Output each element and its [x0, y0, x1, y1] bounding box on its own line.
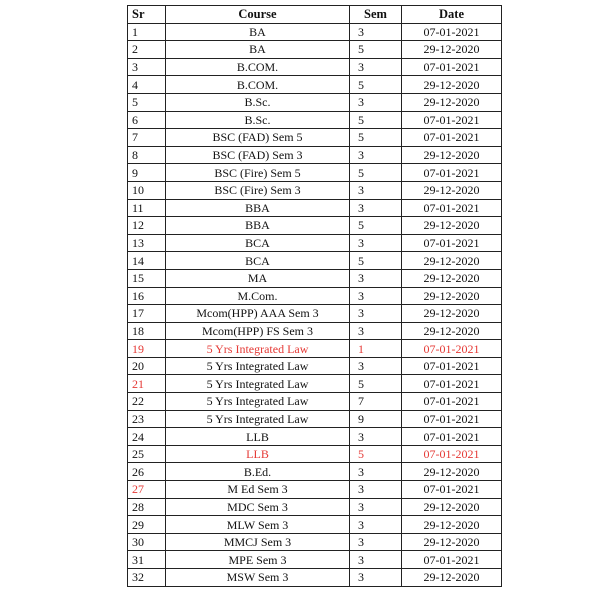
- cell-course: BSC (FAD) Sem 5: [166, 129, 350, 147]
- cell-sem: 3: [350, 287, 402, 305]
- table-row: [128, 305, 502, 323]
- cell-date: 07-01-2021: [402, 551, 502, 569]
- cell-sem: 5: [350, 164, 402, 182]
- cell-date: 07-01-2021: [402, 393, 502, 411]
- cell-date: 29-12-2020: [402, 217, 502, 235]
- cell-sr: 25: [128, 445, 166, 463]
- cell-sr: 27: [128, 481, 166, 499]
- table-row: [128, 234, 502, 252]
- cell-course: BA: [166, 23, 350, 41]
- cell-sem: 3: [350, 481, 402, 499]
- cell-date: 07-01-2021: [402, 164, 502, 182]
- exam-schedule-table: [127, 5, 502, 587]
- cell-date: 29-12-2020: [402, 305, 502, 323]
- cell-sr: 13: [128, 234, 166, 252]
- cell-sr: 16: [128, 287, 166, 305]
- table-header-row: [128, 6, 502, 24]
- cell-sr: 11: [128, 199, 166, 217]
- cell-sr: 10: [128, 181, 166, 199]
- cell-date: 07-01-2021: [402, 445, 502, 463]
- header-course: Course: [166, 6, 350, 24]
- cell-sr: 21: [128, 375, 166, 393]
- cell-sr: 26: [128, 463, 166, 481]
- cell-sem: 1: [350, 340, 402, 358]
- cell-course: MPE Sem 3: [166, 551, 350, 569]
- cell-course: BSC (FAD) Sem 3: [166, 146, 350, 164]
- cell-course: B.Sc.: [166, 93, 350, 111]
- cell-date: 29-12-2020: [402, 93, 502, 111]
- table-row: [128, 217, 502, 235]
- cell-date: 29-12-2020: [402, 41, 502, 59]
- cell-date: 29-12-2020: [402, 516, 502, 534]
- cell-date: 07-01-2021: [402, 428, 502, 446]
- cell-date: 07-01-2021: [402, 375, 502, 393]
- cell-sr: 18: [128, 322, 166, 340]
- table-row: [128, 93, 502, 111]
- table-row: [128, 410, 502, 428]
- cell-sr: 17: [128, 305, 166, 323]
- cell-course: B.COM.: [166, 58, 350, 76]
- cell-sr: 30: [128, 533, 166, 551]
- table-row: [128, 164, 502, 182]
- table-body: [128, 23, 502, 586]
- cell-date: 29-12-2020: [402, 463, 502, 481]
- table-row: [128, 76, 502, 94]
- cell-date: 07-01-2021: [402, 481, 502, 499]
- cell-course: M.Com.: [166, 287, 350, 305]
- table-row: [128, 481, 502, 499]
- table-row: [128, 146, 502, 164]
- cell-sr: 19: [128, 340, 166, 358]
- table-row: [128, 23, 502, 41]
- cell-sr: 15: [128, 269, 166, 287]
- table-row: [128, 129, 502, 147]
- cell-course: M Ed Sem 3: [166, 481, 350, 499]
- cell-course: BCA: [166, 252, 350, 270]
- table-row: [128, 393, 502, 411]
- cell-sem: 3: [350, 569, 402, 587]
- table-row: [128, 463, 502, 481]
- cell-course: BSC (Fire) Sem 5: [166, 164, 350, 182]
- cell-sem: 5: [350, 252, 402, 270]
- cell-sr: 32: [128, 569, 166, 587]
- cell-sem: 3: [350, 516, 402, 534]
- table-row: [128, 498, 502, 516]
- cell-course: LLB: [166, 428, 350, 446]
- cell-date: 29-12-2020: [402, 287, 502, 305]
- cell-course: Mcom(HPP) AAA Sem 3: [166, 305, 350, 323]
- cell-course: BSC (Fire) Sem 3: [166, 181, 350, 199]
- cell-sem: 9: [350, 410, 402, 428]
- cell-course: Mcom(HPP) FS Sem 3: [166, 322, 350, 340]
- table-row: [128, 58, 502, 76]
- cell-sem: 3: [350, 533, 402, 551]
- cell-sr: 28: [128, 498, 166, 516]
- cell-sem: 5: [350, 445, 402, 463]
- cell-sem: 3: [350, 234, 402, 252]
- cell-course: MSW Sem 3: [166, 569, 350, 587]
- table-row: [128, 199, 502, 217]
- cell-course: MA: [166, 269, 350, 287]
- table-row: [128, 111, 502, 129]
- cell-course: MMCJ Sem 3: [166, 533, 350, 551]
- cell-sem: 3: [350, 463, 402, 481]
- cell-date: 29-12-2020: [402, 269, 502, 287]
- table-row: [128, 181, 502, 199]
- cell-course: MLW Sem 3: [166, 516, 350, 534]
- cell-sr: 14: [128, 252, 166, 270]
- cell-sem: 5: [350, 129, 402, 147]
- cell-sem: 3: [350, 498, 402, 516]
- cell-sr: 23: [128, 410, 166, 428]
- cell-course: BBA: [166, 217, 350, 235]
- cell-date: 29-12-2020: [402, 146, 502, 164]
- cell-sem: 3: [350, 23, 402, 41]
- cell-date: 07-01-2021: [402, 357, 502, 375]
- cell-date: 07-01-2021: [402, 410, 502, 428]
- cell-date: 07-01-2021: [402, 234, 502, 252]
- cell-date: 07-01-2021: [402, 23, 502, 41]
- cell-course: B.Ed.: [166, 463, 350, 481]
- cell-sem: 7: [350, 393, 402, 411]
- cell-sem: 3: [350, 428, 402, 446]
- cell-sr: 22: [128, 393, 166, 411]
- cell-sem: 5: [350, 217, 402, 235]
- cell-date: 07-01-2021: [402, 340, 502, 358]
- cell-course: 5 Yrs Integrated Law: [166, 357, 350, 375]
- cell-course: MDC Sem 3: [166, 498, 350, 516]
- table-row: [128, 375, 502, 393]
- cell-sem: 5: [350, 76, 402, 94]
- cell-date: 29-12-2020: [402, 76, 502, 94]
- cell-sr: 12: [128, 217, 166, 235]
- cell-date: 29-12-2020: [402, 181, 502, 199]
- cell-course: 5 Yrs Integrated Law: [166, 410, 350, 428]
- cell-date: 29-12-2020: [402, 569, 502, 587]
- header-sem: Sem: [350, 6, 402, 24]
- cell-sr: 7: [128, 129, 166, 147]
- cell-sr: 31: [128, 551, 166, 569]
- table-row: [128, 428, 502, 446]
- cell-sem: 5: [350, 41, 402, 59]
- cell-sem: 5: [350, 111, 402, 129]
- cell-sem: 3: [350, 305, 402, 323]
- table-row: [128, 269, 502, 287]
- table-row: [128, 340, 502, 358]
- cell-sr: 9: [128, 164, 166, 182]
- cell-course: 5 Yrs Integrated Law: [166, 393, 350, 411]
- table-row: [128, 287, 502, 305]
- cell-date: 07-01-2021: [402, 129, 502, 147]
- table-row: [128, 252, 502, 270]
- cell-sem: 3: [350, 357, 402, 375]
- cell-date: 29-12-2020: [402, 252, 502, 270]
- cell-sr: 3: [128, 58, 166, 76]
- cell-sr: 24: [128, 428, 166, 446]
- cell-course: BCA: [166, 234, 350, 252]
- cell-date: 29-12-2020: [402, 322, 502, 340]
- header-date: Date: [402, 6, 502, 24]
- cell-sr: 29: [128, 516, 166, 534]
- cell-sem: 3: [350, 93, 402, 111]
- table-row: [128, 569, 502, 587]
- cell-sem: 3: [350, 551, 402, 569]
- cell-date: 07-01-2021: [402, 58, 502, 76]
- cell-sem: 3: [350, 146, 402, 164]
- table-row: [128, 322, 502, 340]
- cell-date: 07-01-2021: [402, 111, 502, 129]
- table-row: [128, 41, 502, 59]
- cell-course: LLB: [166, 445, 350, 463]
- table-row: [128, 357, 502, 375]
- cell-sr: 20: [128, 357, 166, 375]
- cell-sem: 3: [350, 58, 402, 76]
- cell-sr: 1: [128, 23, 166, 41]
- table-row: [128, 533, 502, 551]
- cell-course: BBA: [166, 199, 350, 217]
- cell-date: 29-12-2020: [402, 498, 502, 516]
- cell-sr: 6: [128, 111, 166, 129]
- cell-sem: 3: [350, 322, 402, 340]
- cell-sem: 3: [350, 199, 402, 217]
- cell-sr: 4: [128, 76, 166, 94]
- cell-date: 07-01-2021: [402, 199, 502, 217]
- header-sr: Sr: [128, 6, 166, 24]
- cell-sem: 3: [350, 269, 402, 287]
- cell-sem: 3: [350, 181, 402, 199]
- cell-sr: 8: [128, 146, 166, 164]
- table-row: [128, 445, 502, 463]
- exam-schedule-sheet: [127, 5, 501, 587]
- cell-course: B.Sc.: [166, 111, 350, 129]
- table-row: [128, 551, 502, 569]
- cell-date: 29-12-2020: [402, 533, 502, 551]
- cell-course: B.COM.: [166, 76, 350, 94]
- cell-sr: 5: [128, 93, 166, 111]
- table-row: [128, 516, 502, 534]
- cell-course: 5 Yrs Integrated Law: [166, 375, 350, 393]
- cell-course: 5 Yrs Integrated Law: [166, 340, 350, 358]
- cell-sr: 2: [128, 41, 166, 59]
- cell-course: BA: [166, 41, 350, 59]
- cell-sem: 5: [350, 375, 402, 393]
